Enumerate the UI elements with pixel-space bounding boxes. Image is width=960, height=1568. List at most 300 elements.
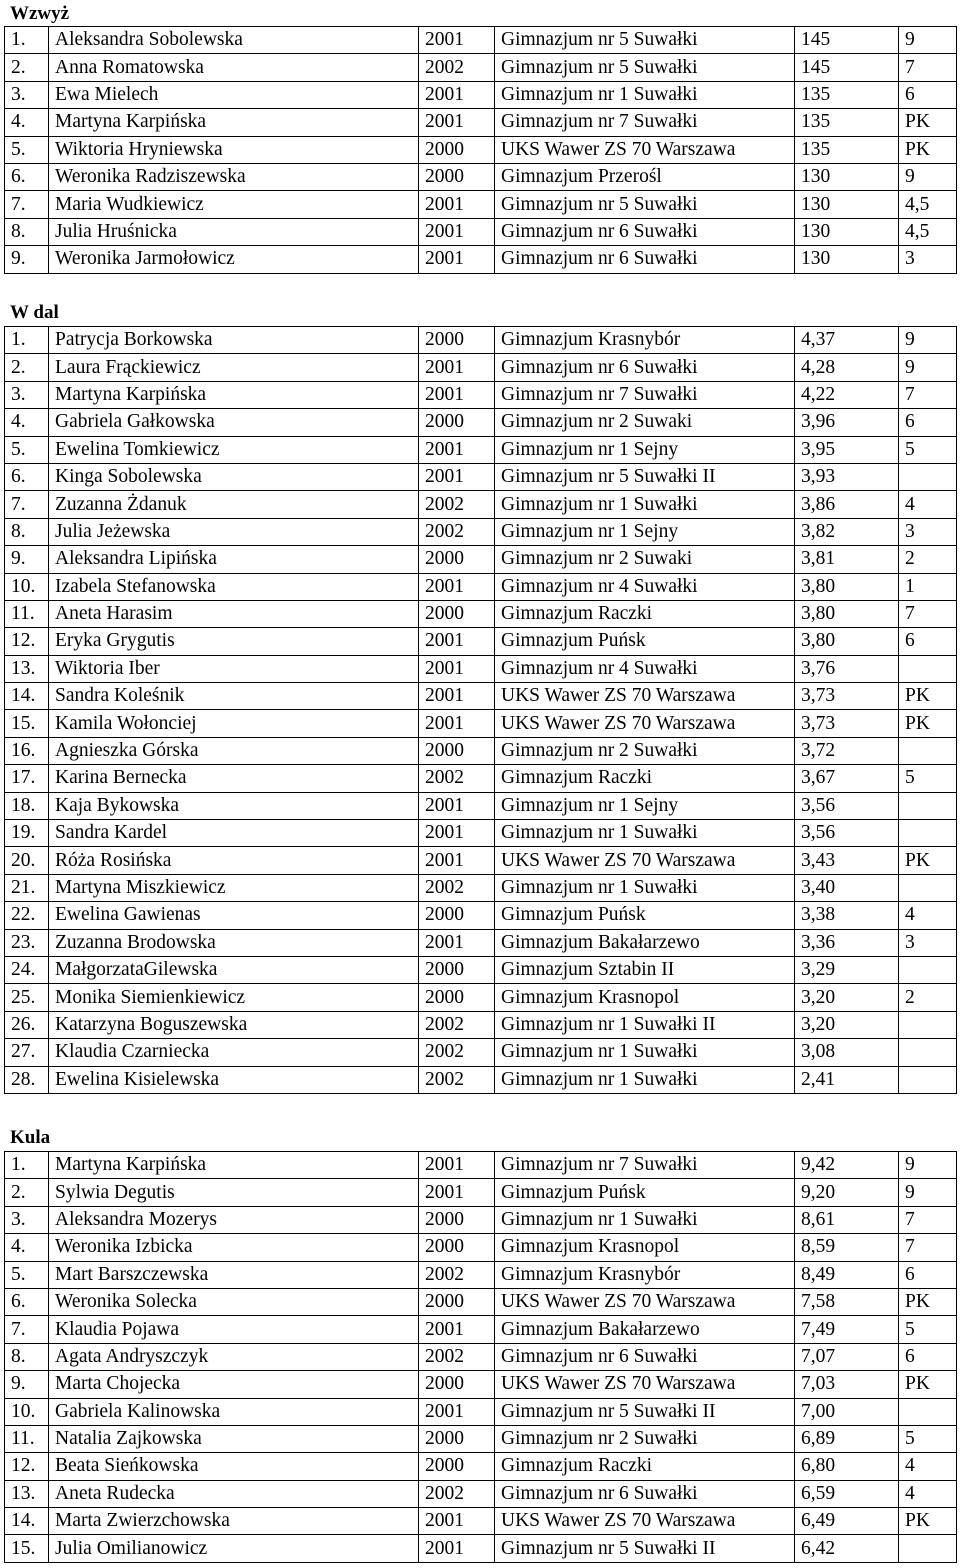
result-cell: 3,56 bbox=[795, 792, 899, 819]
table-row bbox=[5, 1152, 957, 1179]
table-row bbox=[5, 1343, 957, 1370]
section-title: Kula bbox=[10, 1127, 51, 1148]
school-cell: Gimnazjum Bakałarzewo bbox=[495, 1316, 795, 1343]
school-cell: Gimnazjum nr 2 Suwaki bbox=[495, 546, 795, 573]
table-row bbox=[5, 1425, 957, 1452]
table-row bbox=[5, 246, 957, 273]
result-cell: 6,89 bbox=[795, 1425, 899, 1452]
birth-year-cell: 2000 bbox=[419, 1288, 495, 1315]
school-cell: Gimnazjum nr 1 Suwałki bbox=[495, 1039, 795, 1066]
athlete-name-cell: Aleksandra Mozerys bbox=[49, 1206, 419, 1233]
place-cell: 21. bbox=[5, 874, 49, 901]
athlete-name-cell: Martyna Karpińska bbox=[49, 109, 419, 136]
result-cell: 2,41 bbox=[795, 1066, 899, 1093]
points-cell bbox=[899, 956, 957, 983]
result-cell: 3,93 bbox=[795, 463, 899, 490]
birth-year-cell: 2002 bbox=[419, 874, 495, 901]
athlete-name-cell: Anna Romatowska bbox=[49, 54, 419, 81]
birth-year-cell: 2002 bbox=[419, 1066, 495, 1093]
table-row bbox=[5, 628, 957, 655]
result-cell: 3,29 bbox=[795, 956, 899, 983]
athlete-name-cell: Karina Bernecka bbox=[49, 765, 419, 792]
school-cell: UKS Wawer ZS 70 Warszawa bbox=[495, 1371, 795, 1398]
table-row bbox=[5, 81, 957, 108]
table-row bbox=[5, 54, 957, 81]
place-cell: 18. bbox=[5, 792, 49, 819]
result-cell: 145 bbox=[795, 54, 899, 81]
school-cell: Gimnazjum Krasnopol bbox=[495, 1234, 795, 1261]
points-cell: PK bbox=[899, 683, 957, 710]
athlete-name-cell: Katarzyna Boguszewska bbox=[49, 1011, 419, 1038]
school-cell: Gimnazjum Krasnybór bbox=[495, 1261, 795, 1288]
athlete-name-cell: Kaja Bykowska bbox=[49, 792, 419, 819]
table-row bbox=[5, 381, 957, 408]
place-cell: 10. bbox=[5, 1398, 49, 1425]
table-row bbox=[5, 792, 957, 819]
table-row bbox=[5, 327, 957, 354]
table-row bbox=[5, 163, 957, 190]
table-row bbox=[5, 600, 957, 627]
school-cell: Gimnazjum nr 1 Sejny bbox=[495, 436, 795, 463]
school-cell: Gimnazjum nr 4 Suwałki bbox=[495, 573, 795, 600]
place-cell: 19. bbox=[5, 820, 49, 847]
birth-year-cell: 2000 bbox=[419, 1453, 495, 1480]
result-cell: 4,28 bbox=[795, 354, 899, 381]
school-cell: Gimnazjum nr 7 Suwałki bbox=[495, 381, 795, 408]
athlete-name-cell: Julia Omilianowicz bbox=[49, 1535, 419, 1562]
place-cell: 8. bbox=[5, 218, 49, 245]
result-cell: 3,82 bbox=[795, 518, 899, 545]
points-cell: 5 bbox=[899, 1425, 957, 1452]
points-cell bbox=[899, 655, 957, 682]
school-cell: Gimnazjum Krasnopol bbox=[495, 984, 795, 1011]
points-cell: 2 bbox=[899, 984, 957, 1011]
birth-year-cell: 2000 bbox=[419, 136, 495, 163]
points-cell bbox=[899, 1039, 957, 1066]
athlete-name-cell: Weronika Izbicka bbox=[49, 1234, 419, 1261]
school-cell: Gimnazjum nr 6 Suwałki bbox=[495, 354, 795, 381]
table-row bbox=[5, 874, 957, 901]
school-cell: UKS Wawer ZS 70 Warszawa bbox=[495, 683, 795, 710]
school-cell: Gimnazjum nr 6 Suwałki bbox=[495, 1480, 795, 1507]
result-cell: 3,20 bbox=[795, 1011, 899, 1038]
table-row bbox=[5, 1371, 957, 1398]
points-cell: 7 bbox=[899, 600, 957, 627]
result-cell: 135 bbox=[795, 136, 899, 163]
place-cell: 15. bbox=[5, 1535, 49, 1562]
place-cell: 10. bbox=[5, 573, 49, 600]
result-cell: 3,81 bbox=[795, 546, 899, 573]
place-cell: 4. bbox=[5, 409, 49, 436]
school-cell: Gimnazjum nr 2 Suwałki bbox=[495, 737, 795, 764]
points-cell: 9 bbox=[899, 27, 957, 54]
place-cell: 7. bbox=[5, 491, 49, 518]
birth-year-cell: 2002 bbox=[419, 1039, 495, 1066]
points-cell: 7 bbox=[899, 1234, 957, 1261]
athlete-name-cell: Aleksandra Sobolewska bbox=[49, 27, 419, 54]
athlete-name-cell: Zuzanna Brodowska bbox=[49, 929, 419, 956]
birth-year-cell: 2001 bbox=[419, 573, 495, 600]
school-cell: Gimnazjum nr 7 Suwałki bbox=[495, 109, 795, 136]
points-cell: 4 bbox=[899, 902, 957, 929]
result-cell: 3,86 bbox=[795, 491, 899, 518]
place-cell: 22. bbox=[5, 902, 49, 929]
athlete-name-cell: Sandra Koleśnik bbox=[49, 683, 419, 710]
result-cell: 3,80 bbox=[795, 600, 899, 627]
athlete-name-cell: Patrycja Borkowska bbox=[49, 327, 419, 354]
athlete-name-cell: Kamila Wołonciej bbox=[49, 710, 419, 737]
points-cell: 6 bbox=[899, 1343, 957, 1370]
points-cell: 7 bbox=[899, 1206, 957, 1233]
school-cell: Gimnazjum Przerośl bbox=[495, 163, 795, 190]
birth-year-cell: 2001 bbox=[419, 1508, 495, 1535]
school-cell: Gimnazjum Puńsk bbox=[495, 628, 795, 655]
school-cell: Gimnazjum Puńsk bbox=[495, 902, 795, 929]
points-cell: 3 bbox=[899, 246, 957, 273]
school-cell: Gimnazjum nr 1 Suwałki bbox=[495, 874, 795, 901]
table-row bbox=[5, 354, 957, 381]
school-cell: Gimnazjum nr 6 Suwałki bbox=[495, 1343, 795, 1370]
school-cell: Gimnazjum nr 6 Suwałki bbox=[495, 218, 795, 245]
birth-year-cell: 2001 bbox=[419, 655, 495, 682]
athlete-name-cell: Klaudia Czarniecka bbox=[49, 1039, 419, 1066]
birth-year-cell: 2002 bbox=[419, 1480, 495, 1507]
place-cell: 3. bbox=[5, 81, 49, 108]
section-title: Wzwyż bbox=[10, 3, 70, 24]
birth-year-cell: 2001 bbox=[419, 628, 495, 655]
place-cell: 4. bbox=[5, 1234, 49, 1261]
school-cell: Gimnazjum nr 5 Suwałki II bbox=[495, 1398, 795, 1425]
school-cell: UKS Wawer ZS 70 Warszawa bbox=[495, 847, 795, 874]
points-cell: PK bbox=[899, 1508, 957, 1535]
table-row bbox=[5, 218, 957, 245]
school-cell: Gimnazjum Raczki bbox=[495, 1453, 795, 1480]
table-row bbox=[5, 27, 957, 54]
result-cell: 130 bbox=[795, 163, 899, 190]
result-cell: 3,20 bbox=[795, 984, 899, 1011]
birth-year-cell: 2001 bbox=[419, 246, 495, 273]
birth-year-cell: 2001 bbox=[419, 792, 495, 819]
school-cell: Gimnazjum Puńsk bbox=[495, 1179, 795, 1206]
result-cell: 7,07 bbox=[795, 1343, 899, 1370]
birth-year-cell: 2001 bbox=[419, 1316, 495, 1343]
school-cell: Gimnazjum Sztabin II bbox=[495, 956, 795, 983]
athlete-name-cell: Monika Siemienkiewicz bbox=[49, 984, 419, 1011]
table-row bbox=[5, 1261, 957, 1288]
school-cell: Gimnazjum nr 1 Suwałki bbox=[495, 1206, 795, 1233]
result-cell: 130 bbox=[795, 218, 899, 245]
athlete-name-cell: Aleksandra Lipińska bbox=[49, 546, 419, 573]
table-row bbox=[5, 710, 957, 737]
athlete-name-cell: Ewa Mielech bbox=[49, 81, 419, 108]
athlete-name-cell: Natalia Zajkowska bbox=[49, 1425, 419, 1452]
birth-year-cell: 2000 bbox=[419, 956, 495, 983]
place-cell: 3. bbox=[5, 1206, 49, 1233]
results-table bbox=[4, 1151, 957, 1563]
result-cell: 7,49 bbox=[795, 1316, 899, 1343]
athlete-name-cell: Weronika Solecka bbox=[49, 1288, 419, 1315]
table-row bbox=[5, 984, 957, 1011]
result-cell: 8,59 bbox=[795, 1234, 899, 1261]
place-cell: 27. bbox=[5, 1039, 49, 1066]
athlete-name-cell: Aneta Harasim bbox=[49, 600, 419, 627]
table-row bbox=[5, 902, 957, 929]
school-cell: Gimnazjum nr 1 Suwałki bbox=[495, 820, 795, 847]
birth-year-cell: 2001 bbox=[419, 81, 495, 108]
table-row bbox=[5, 491, 957, 518]
place-cell: 7. bbox=[5, 191, 49, 218]
points-cell: 7 bbox=[899, 54, 957, 81]
athlete-name-cell: Martyna Miszkiewicz bbox=[49, 874, 419, 901]
place-cell: 14. bbox=[5, 683, 49, 710]
result-cell: 130 bbox=[795, 246, 899, 273]
points-cell: 9 bbox=[899, 354, 957, 381]
table-row bbox=[5, 1206, 957, 1233]
place-cell: 13. bbox=[5, 655, 49, 682]
points-cell: 4,5 bbox=[899, 191, 957, 218]
school-cell: Gimnazjum nr 5 Suwałki II bbox=[495, 463, 795, 490]
result-cell: 9,42 bbox=[795, 1152, 899, 1179]
athlete-name-cell: Martyna Karpińska bbox=[49, 381, 419, 408]
athlete-name-cell: Klaudia Pojawa bbox=[49, 1316, 419, 1343]
school-cell: Gimnazjum nr 1 Suwałki bbox=[495, 491, 795, 518]
results-table bbox=[4, 26, 957, 274]
table-row bbox=[5, 820, 957, 847]
birth-year-cell: 2001 bbox=[419, 1152, 495, 1179]
place-cell: 7. bbox=[5, 1316, 49, 1343]
birth-year-cell: 2002 bbox=[419, 1343, 495, 1370]
points-cell bbox=[899, 820, 957, 847]
school-cell: Gimnazjum Raczki bbox=[495, 600, 795, 627]
school-cell: Gimnazjum nr 4 Suwałki bbox=[495, 655, 795, 682]
result-cell: 6,49 bbox=[795, 1508, 899, 1535]
points-cell bbox=[899, 463, 957, 490]
table-row bbox=[5, 1011, 957, 1038]
birth-year-cell: 2002 bbox=[419, 518, 495, 545]
place-cell: 13. bbox=[5, 1480, 49, 1507]
birth-year-cell: 2001 bbox=[419, 710, 495, 737]
place-cell: 6. bbox=[5, 163, 49, 190]
birth-year-cell: 2000 bbox=[419, 1206, 495, 1233]
athlete-name-cell: Ewelina Gawienas bbox=[49, 902, 419, 929]
birth-year-cell: 2000 bbox=[419, 984, 495, 1011]
result-cell: 135 bbox=[795, 81, 899, 108]
place-cell: 25. bbox=[5, 984, 49, 1011]
athlete-name-cell: Weronika Jarmołowicz bbox=[49, 246, 419, 273]
athlete-name-cell: Wiktoria Hryniewska bbox=[49, 136, 419, 163]
birth-year-cell: 2001 bbox=[419, 683, 495, 710]
points-cell: PK bbox=[899, 1371, 957, 1398]
place-cell: 16. bbox=[5, 737, 49, 764]
result-cell: 145 bbox=[795, 27, 899, 54]
result-cell: 3,73 bbox=[795, 683, 899, 710]
birth-year-cell: 2001 bbox=[419, 1398, 495, 1425]
athlete-name-cell: Weronika Radziszewska bbox=[49, 163, 419, 190]
result-cell: 3,80 bbox=[795, 573, 899, 600]
result-cell: 7,58 bbox=[795, 1288, 899, 1315]
points-cell: PK bbox=[899, 109, 957, 136]
birth-year-cell: 2001 bbox=[419, 191, 495, 218]
school-cell: Gimnazjum Krasnybór bbox=[495, 327, 795, 354]
result-cell: 6,80 bbox=[795, 1453, 899, 1480]
school-cell: Gimnazjum nr 6 Suwałki bbox=[495, 246, 795, 273]
birth-year-cell: 2000 bbox=[419, 163, 495, 190]
points-cell bbox=[899, 874, 957, 901]
birth-year-cell: 2001 bbox=[419, 27, 495, 54]
place-cell: 26. bbox=[5, 1011, 49, 1038]
result-cell: 135 bbox=[795, 109, 899, 136]
points-cell bbox=[899, 1535, 957, 1562]
points-cell: PK bbox=[899, 1288, 957, 1315]
birth-year-cell: 2000 bbox=[419, 1425, 495, 1452]
table-row bbox=[5, 765, 957, 792]
athlete-name-cell: Zuzanna Żdanuk bbox=[49, 491, 419, 518]
table-row bbox=[5, 518, 957, 545]
birth-year-cell: 2001 bbox=[419, 354, 495, 381]
place-cell: 5. bbox=[5, 1261, 49, 1288]
place-cell: 15. bbox=[5, 710, 49, 737]
place-cell: 3. bbox=[5, 381, 49, 408]
birth-year-cell: 2000 bbox=[419, 902, 495, 929]
athlete-name-cell: Sandra Kardel bbox=[49, 820, 419, 847]
athlete-name-cell: Marta Chojecka bbox=[49, 1371, 419, 1398]
table-row bbox=[5, 683, 957, 710]
birth-year-cell: 2001 bbox=[419, 381, 495, 408]
athlete-name-cell: Ewelina Tomkiewicz bbox=[49, 436, 419, 463]
table-row bbox=[5, 1480, 957, 1507]
place-cell: 2. bbox=[5, 54, 49, 81]
school-cell: Gimnazjum nr 1 Suwałki II bbox=[495, 1011, 795, 1038]
points-cell: 6 bbox=[899, 1261, 957, 1288]
place-cell: 5. bbox=[5, 436, 49, 463]
birth-year-cell: 2000 bbox=[419, 737, 495, 764]
result-cell: 8,61 bbox=[795, 1206, 899, 1233]
table-row bbox=[5, 847, 957, 874]
athlete-name-cell: Ewelina Kisielewska bbox=[49, 1066, 419, 1093]
points-cell: 9 bbox=[899, 1152, 957, 1179]
table-row bbox=[5, 1039, 957, 1066]
table-row bbox=[5, 1179, 957, 1206]
points-cell: 1 bbox=[899, 573, 957, 600]
school-cell: Gimnazjum nr 5 Suwałki bbox=[495, 27, 795, 54]
points-cell: 3 bbox=[899, 929, 957, 956]
school-cell: Gimnazjum nr 1 Sejny bbox=[495, 518, 795, 545]
points-cell: 5 bbox=[899, 1316, 957, 1343]
result-cell: 3,08 bbox=[795, 1039, 899, 1066]
place-cell: 11. bbox=[5, 600, 49, 627]
place-cell: 5. bbox=[5, 136, 49, 163]
athlete-name-cell: Maria Wudkiewicz bbox=[49, 191, 419, 218]
birth-year-cell: 2002 bbox=[419, 1011, 495, 1038]
result-cell: 7,00 bbox=[795, 1398, 899, 1425]
result-cell: 4,22 bbox=[795, 381, 899, 408]
place-cell: 11. bbox=[5, 1425, 49, 1452]
points-cell: 7 bbox=[899, 381, 957, 408]
school-cell: Gimnazjum Raczki bbox=[495, 765, 795, 792]
points-cell: PK bbox=[899, 847, 957, 874]
place-cell: 12. bbox=[5, 628, 49, 655]
athlete-name-cell: Agata Andryszczyk bbox=[49, 1343, 419, 1370]
place-cell: 9. bbox=[5, 1371, 49, 1398]
athlete-name-cell: Gabriela Gałkowska bbox=[49, 409, 419, 436]
points-cell: 9 bbox=[899, 1179, 957, 1206]
athlete-name-cell: Julia Jeżewska bbox=[49, 518, 419, 545]
points-cell: 9 bbox=[899, 163, 957, 190]
athlete-name-cell: Róża Rosińska bbox=[49, 847, 419, 874]
school-cell: Gimnazjum nr 5 Suwałki bbox=[495, 191, 795, 218]
result-cell: 3,38 bbox=[795, 902, 899, 929]
table-row bbox=[5, 573, 957, 600]
athlete-name-cell: Beata Sieńkowska bbox=[49, 1453, 419, 1480]
table-row bbox=[5, 409, 957, 436]
birth-year-cell: 2000 bbox=[419, 327, 495, 354]
school-cell: Gimnazjum nr 2 Suwałki bbox=[495, 1425, 795, 1452]
school-cell: Gimnazjum nr 1 Sejny bbox=[495, 792, 795, 819]
result-cell: 9,20 bbox=[795, 1179, 899, 1206]
points-cell: 6 bbox=[899, 81, 957, 108]
athlete-name-cell: Laura Frąckiewicz bbox=[49, 354, 419, 381]
result-cell: 3,43 bbox=[795, 847, 899, 874]
school-cell: Gimnazjum Bakałarzewo bbox=[495, 929, 795, 956]
table-row bbox=[5, 1066, 957, 1093]
points-cell: PK bbox=[899, 136, 957, 163]
points-cell bbox=[899, 737, 957, 764]
birth-year-cell: 2000 bbox=[419, 600, 495, 627]
athlete-name-cell: Izabela Stefanowska bbox=[49, 573, 419, 600]
table-row bbox=[5, 136, 957, 163]
birth-year-cell: 2002 bbox=[419, 765, 495, 792]
birth-year-cell: 2001 bbox=[419, 1179, 495, 1206]
birth-year-cell: 2001 bbox=[419, 847, 495, 874]
points-cell: 2 bbox=[899, 546, 957, 573]
athlete-name-cell: Marta Zwierzchowska bbox=[49, 1508, 419, 1535]
result-cell: 6,59 bbox=[795, 1480, 899, 1507]
points-cell: 4,5 bbox=[899, 218, 957, 245]
points-cell bbox=[899, 792, 957, 819]
birth-year-cell: 2001 bbox=[419, 463, 495, 490]
place-cell: 2. bbox=[5, 354, 49, 381]
table-row bbox=[5, 1535, 957, 1562]
school-cell: Gimnazjum nr 1 Suwałki bbox=[495, 81, 795, 108]
table-row bbox=[5, 956, 957, 983]
result-cell: 3,76 bbox=[795, 655, 899, 682]
birth-year-cell: 2001 bbox=[419, 436, 495, 463]
school-cell: UKS Wawer ZS 70 Warszawa bbox=[495, 1508, 795, 1535]
points-cell: 3 bbox=[899, 518, 957, 545]
athlete-name-cell: Aneta Rudecka bbox=[49, 1480, 419, 1507]
table-row bbox=[5, 1398, 957, 1425]
birth-year-cell: 2001 bbox=[419, 109, 495, 136]
table-row bbox=[5, 929, 957, 956]
table-row bbox=[5, 737, 957, 764]
place-cell: 12. bbox=[5, 1453, 49, 1480]
place-cell: 1. bbox=[5, 327, 49, 354]
place-cell: 8. bbox=[5, 1343, 49, 1370]
points-cell: 4 bbox=[899, 1480, 957, 1507]
points-cell: 9 bbox=[899, 327, 957, 354]
school-cell: Gimnazjum nr 1 Suwałki bbox=[495, 1066, 795, 1093]
place-cell: 8. bbox=[5, 518, 49, 545]
result-cell: 3,95 bbox=[795, 436, 899, 463]
table-row bbox=[5, 463, 957, 490]
result-cell: 130 bbox=[795, 191, 899, 218]
table-row bbox=[5, 1316, 957, 1343]
school-cell: Gimnazjum nr 7 Suwałki bbox=[495, 1152, 795, 1179]
result-cell: 3,72 bbox=[795, 737, 899, 764]
place-cell: 23. bbox=[5, 929, 49, 956]
birth-year-cell: 2000 bbox=[419, 1371, 495, 1398]
place-cell: 1. bbox=[5, 1152, 49, 1179]
